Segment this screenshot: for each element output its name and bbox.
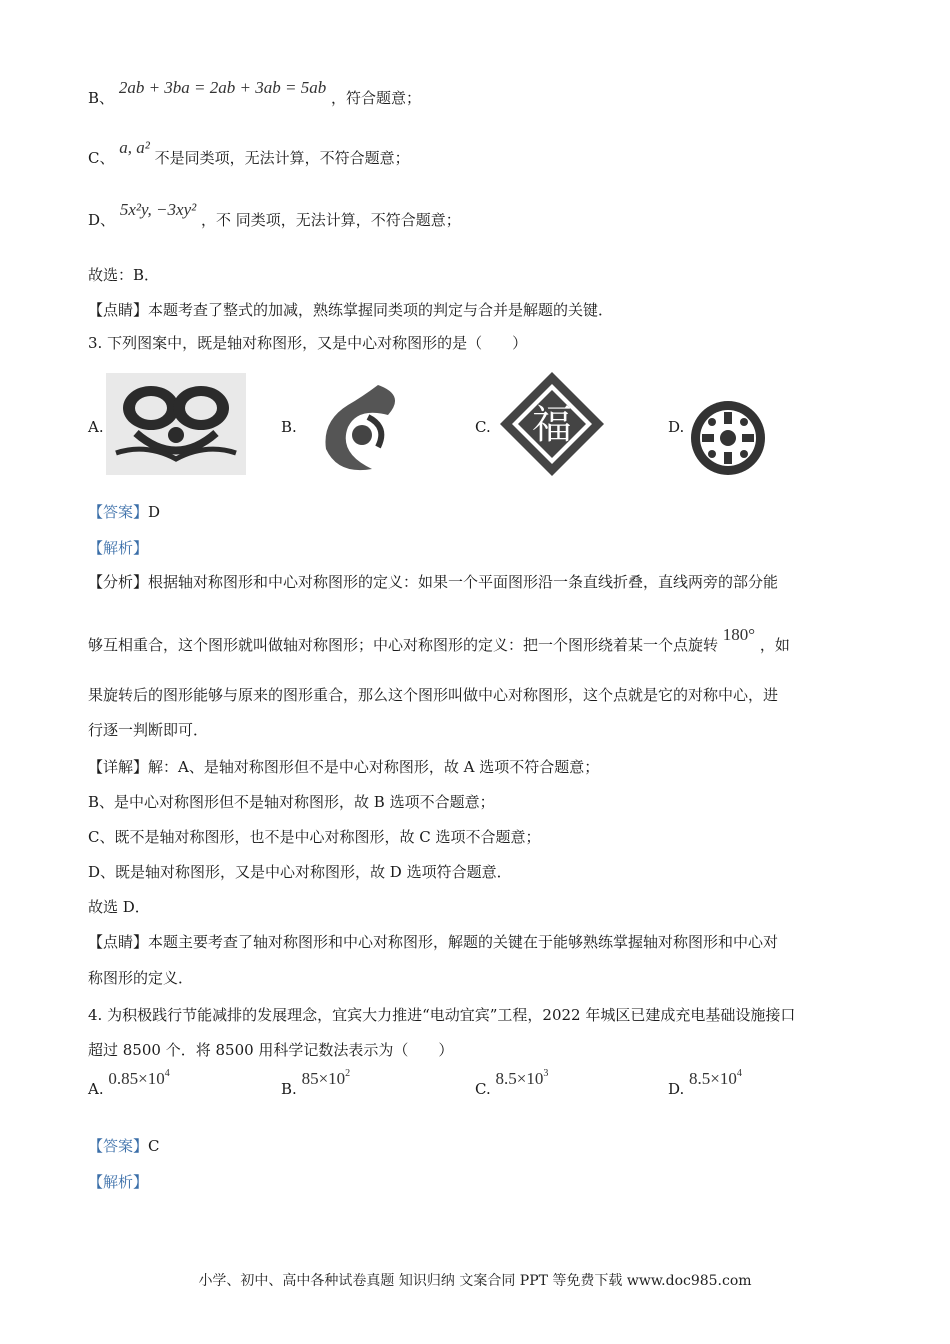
q3-option-b-label: B. <box>281 418 297 436</box>
q3-answer <box>88 502 160 522</box>
formula: 180° <box>722 625 756 644</box>
fu-diamond-image <box>498 370 606 482</box>
question-4-stem: 超过 8500 个．将 8500 用科学记数法表示为（ ） <box>88 1041 454 1059</box>
option-label: C. <box>475 1080 491 1098</box>
option-label: B、 <box>88 89 115 107</box>
analysis-text-part: 够互相重合，这个图形就叫做轴对称图形；中心对称图形的定义：把一个图形绕着某一个点旋转 <box>88 636 719 654</box>
q4-option-a <box>88 1068 170 1099</box>
option-label: C、 <box>88 149 115 167</box>
option-d-explanation <box>88 200 461 230</box>
question-4-stem: 4. 为积极践行节能减排的发展理念，宜宾大力推进“电动宜宾”工程，2022 年城区已建成充电基础设施接口 <box>88 1006 796 1024</box>
detail-text: D、既是轴对称图形，又是中心对称图形，故 D 选项符合题意． <box>88 863 512 881</box>
option-label: A. <box>88 1080 104 1098</box>
analysis-text: 果旋转后的图形能够与原来的图形重合，那么这个图形叫做中心对称图形，这个点就是它的对称中心，进 <box>88 686 779 704</box>
detail-text: 【详解】解：A、是轴对称图形但不是中心对称图形，故 A 选项不符合题意； <box>88 758 600 776</box>
comment-line: 【点睛】本题主要考查了轴对称图形和中心对称图形，解题的关键在于能够熟练掌握轴对称图形和中心对 <box>88 933 779 951</box>
formula: 0.85×10 <box>108 1069 165 1088</box>
q4-option-c <box>475 1068 549 1099</box>
q3-option-d-label: D. <box>668 418 685 436</box>
analysis-label: 【解析】 <box>88 1173 149 1191</box>
analysis-text <box>88 625 790 655</box>
answer-value: D <box>148 503 161 521</box>
answer-label: 【答案】 <box>88 1137 149 1155</box>
question-3-stem: 3. 下列图案中，既是轴对称图形，又是中心对称图形的是（ ） <box>88 334 528 352</box>
fish-papercut-image <box>106 373 246 479</box>
explanation-text: ，符合题意； <box>330 89 421 107</box>
q4-option-d <box>668 1068 742 1099</box>
answer-value: C <box>148 1137 160 1155</box>
analysis-text: 行逐一判断即可． <box>88 721 209 739</box>
option-c-explanation <box>88 138 410 168</box>
option-label: D、 <box>88 211 116 229</box>
choose-line: 故选 D． <box>88 898 150 916</box>
q4-option-b <box>281 1068 351 1099</box>
detail-text: C、既不是轴对称图形，也不是中心对称图形，故 C 选项不合题意； <box>88 828 541 846</box>
formula: 85×10 <box>301 1069 346 1088</box>
q3-option-c-label: C. <box>475 418 491 436</box>
comment-line: 【点睛】本题考查了整式的加减，熟练掌握同类项的判定与合并是解题的关键． <box>88 301 614 319</box>
q3-option-a-label: A. <box>88 418 104 436</box>
swirl-papercut-image <box>318 377 410 481</box>
exponent: 4 <box>164 1068 170 1079</box>
explanation-text: ，不 同类项，无法计算，不符合题意； <box>201 211 461 229</box>
fu-character: 福 <box>532 402 572 448</box>
exponent: 2 <box>345 1068 351 1079</box>
analysis-text: 【分析】根据轴对称图形和中心对称图形的定义：如果一个平面图形沿一条直线折叠，直线两旁的部分能 <box>88 573 779 591</box>
comment-line: 称图形的定义． <box>88 969 194 987</box>
page-footer: 小学、初中、高中各种试卷真题 知识归纳 文案合同 PPT 等免费下载 www.doc985.com <box>198 1273 752 1289</box>
formula: 5x²y, −3xy² <box>119 200 197 219</box>
formula: 2ab + 3ba = 2ab + 3ab = 5ab <box>118 78 327 97</box>
analysis-text-part: ，如 <box>759 636 790 654</box>
circular-papercut-image <box>690 400 766 480</box>
exponent: 4 <box>736 1068 742 1079</box>
exponent: 3 <box>543 1068 549 1079</box>
option-b-explanation <box>88 78 421 108</box>
option-label: D. <box>668 1080 685 1098</box>
answer-label: 【答案】 <box>88 503 149 521</box>
formula: 8.5×10 <box>495 1069 544 1088</box>
analysis-label: 【解析】 <box>88 539 149 557</box>
q4-answer <box>88 1136 160 1156</box>
formula: 8.5×10 <box>689 1069 737 1088</box>
option-label: B. <box>281 1080 297 1098</box>
explanation-text: 不是同类项，无法计算，不符合题意； <box>154 149 410 167</box>
formula: a, a² <box>119 138 150 157</box>
detail-text: B、是中心对称图形但不是轴对称图形，故 B 选项不合题意； <box>88 793 495 811</box>
choose-line: 故选：B． <box>88 266 160 284</box>
